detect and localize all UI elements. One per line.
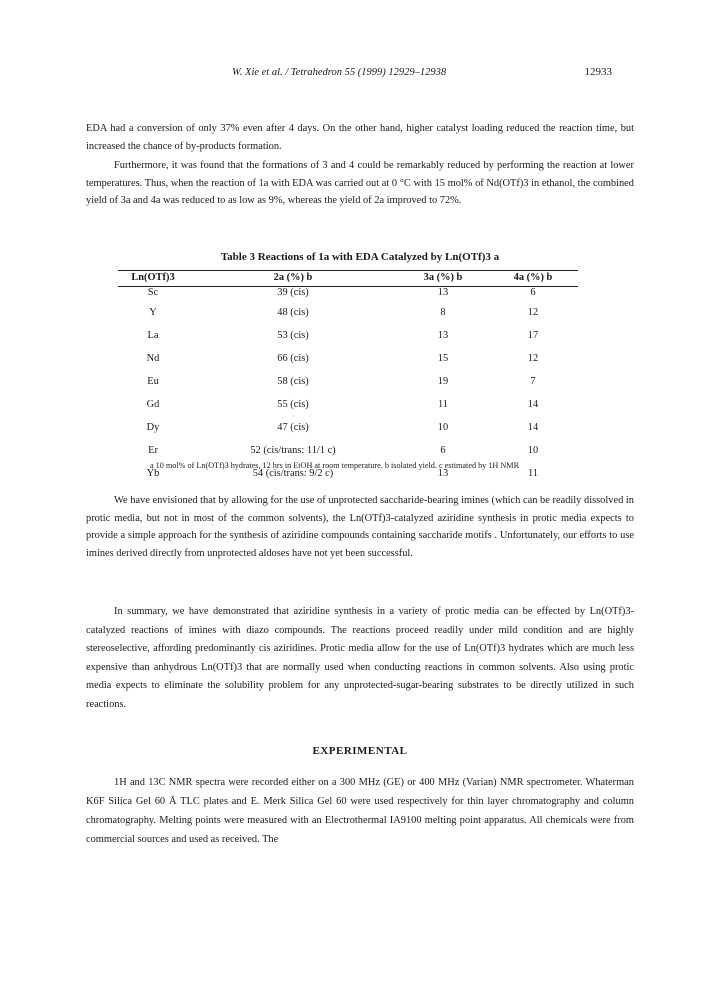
table-cell: 47 (cis) <box>277 422 309 433</box>
table-cell: 6 <box>530 287 536 298</box>
table-cell: 14 <box>527 399 539 410</box>
table-cell: 6 <box>440 445 446 456</box>
paragraph-3 <box>86 492 634 562</box>
table-cell: 13 <box>437 330 449 341</box>
table-cell: Yb <box>146 468 160 479</box>
column-header: 4a (%) b <box>488 271 578 287</box>
table-cell: 12 <box>527 307 539 318</box>
table-cell: Er <box>148 445 158 456</box>
table-row <box>118 393 578 416</box>
table-cell: 58 (cis) <box>277 376 309 387</box>
paragraph-1 <box>86 120 634 155</box>
table-row <box>118 439 578 462</box>
table-footnote: a 10 mol% of Ln(OTf)3 hydrates, 12 hrs in EtOH at room temperature. b isolated yield. c estimated by 1H NMR <box>150 461 520 470</box>
table-row <box>118 324 578 347</box>
table-cell: 66 (cis) <box>277 353 309 364</box>
table-row <box>118 347 578 370</box>
table-cell: Sc <box>147 287 159 298</box>
table-cell: Eu <box>147 376 159 387</box>
table-row <box>118 416 578 439</box>
table-cell: 39 (cis) <box>277 287 309 298</box>
table-cell: 55 (cis) <box>277 399 309 410</box>
paragraph-text: EDA had a conversion of only 37% even after 4 days. On the other hand, higher catalyst loading reduced the reaction time, but increased the chance of by-products formation. <box>86 123 634 152</box>
column-header: Ln(OTf)3 <box>118 271 188 287</box>
paragraph-4 <box>86 603 634 714</box>
table-row <box>118 301 578 324</box>
table-row <box>118 370 578 393</box>
column-header: 3a (%) b <box>398 271 488 287</box>
table-cell: La <box>147 330 159 341</box>
table-cell: 52 (cis/trans: 11/1 c) <box>250 445 336 456</box>
table-cell: 7 <box>530 376 536 387</box>
table-cell: Gd <box>146 399 160 410</box>
table-cell: 14 <box>527 422 539 433</box>
table-cell: 13 <box>437 468 449 479</box>
paragraph-text: Furthermore, it was found that the formations of 3 and 4 could be remarkably reduced by performing the reaction at lower temperatures. Thus, when the reaction of 1a with EDA was carried out at 0 °C with 15 mol% of Nd(OTf)3 in ethanol, the combined yield of 3a and 4a was reduced to as low as 9%, whereas the yield of 2a improved to 72%. <box>86 160 634 206</box>
paragraph-5 <box>86 773 634 849</box>
paragraph-2 <box>86 157 634 210</box>
table-cell: 13 <box>437 287 449 298</box>
results-table <box>118 270 578 485</box>
paragraph-text: In summary, we have demonstrated that aziridine synthesis in a variety of protic media can be effected by Ln(OTf)3-catalyzed reactions of imines with diazo compounds. The reactions proceed readily under mild condition and are highly stereoselective, affording predominantly cis aziridines. Protic media allow for the use of Ln(OTf)3 hydrates which are much less expensive than anhydrous Ln(OTf)3 that are normally used when conducting reactions in common solvents. Also using protic media expects to eliminate the solubility problem for any unprotected-sugar-bearing substrates to be directly utilized in such reactions. <box>86 606 634 710</box>
table-cell: 12 <box>527 353 539 364</box>
table-cell: 15 <box>437 353 449 364</box>
column-header: 2a (%) b <box>188 271 398 287</box>
paragraph-text: 1H and 13C NMR spectra were recorded either on a 300 MHz (GE) or 400 MHz (Varian) NMR spectrometer. Whaterman K6F Silica Gel 60 Å TLC plates and E. Merk Silica Gel 60 were used respectively for thin layer chromatography and column chromatography. Melting points were measured with an Electrothermal IA9100 melting point apparatus. All chemicals were from commercial sources and used as received. The <box>86 777 634 845</box>
table-header-row <box>118 271 578 287</box>
section-title: EXPERIMENTAL <box>312 745 408 757</box>
table-cell: 10 <box>437 422 449 433</box>
table-row <box>118 287 578 302</box>
table-cell: 8 <box>440 307 446 318</box>
table-cell: Nd <box>146 353 160 364</box>
table-cell: 10 <box>527 445 539 456</box>
table-cell: Y <box>149 307 157 318</box>
table-caption: Table 3 Reactions of 1a with EDA Catalyzed by Ln(OTf)3 a <box>220 251 500 263</box>
table-cell: 53 (cis) <box>277 330 309 341</box>
table-cell: 48 (cis) <box>277 307 309 318</box>
page-number: 12933 <box>584 66 612 78</box>
table-cell: 11 <box>527 468 538 479</box>
table-cell: Dy <box>146 422 160 433</box>
table-cell: 19 <box>437 376 449 387</box>
table-cell: 11 <box>437 399 448 410</box>
table-cell: 54 (cis/trans: 9/2 c) <box>252 468 334 479</box>
running-header: W. Xie et al. / Tetrahedron 55 (1999) 12929–12938 <box>232 67 447 78</box>
table-cell: 17 <box>527 330 539 341</box>
paragraph-text: We have envisioned that by allowing for the use of unprotected saccharide-bearing imines (which can be readily dissolved in protic media, but not in most of the common solvents), the Ln(OTf)3-catalyzed aziridine synthesis in protic media expects to provide a simple approach for the synthesis of aziridine compounds containing saccharide motifs . Unfortunately, our efforts to use imines derived directly from unprotected aldoses have not yet been successful. <box>86 495 634 559</box>
